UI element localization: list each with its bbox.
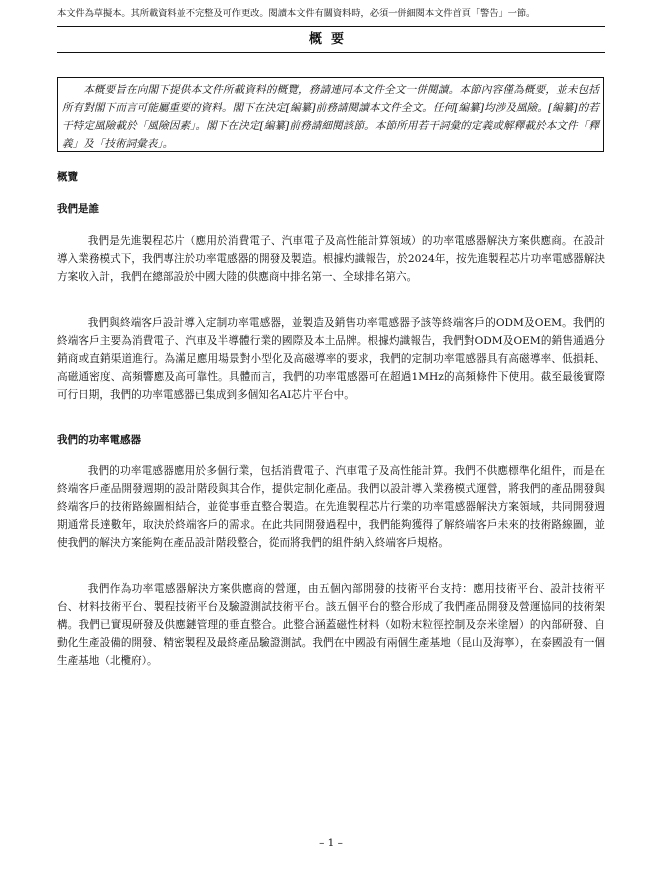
heading-who-we-are: 我們是誰	[57, 203, 99, 215]
paragraph-technology-platforms: 我們作為功率電感器解決方案供應商的營運，由五個內部開發的技術平台支持：應用技術平台、設計技術平台、材料技術平台、製程技術平台及驗證測試技術平台。該五個平台的整合形成了我們產品開發及營運協同的技術架構。我們已實現研發及供應鏈管理的垂直整合。此整合涵蓋磁性材料（如粉末粒徑控制及奈米塗層）的內部研發、自動化生產設備的開發、精密製程及最終產品驗證測試。我們在中國設有兩個生產基地（昆山及海寧），在泰國設有一個生產基地（北欖府）。	[57, 583, 605, 667]
header-rule-bottom	[57, 52, 605, 53]
paragraph-power-inductors: 我們的功率電感器應用於多個行業，包括消費電子、汽車電子及高性能計算。我們不供應標準化組件，而是在終端客戶產品開發週期的設計階段與其合作，提供定制化產品。我們以設計導入業務模式運營，將我們的產品開發與終端客戶的技術路線圖相結合，並從事垂直整合製造。在先進製程芯片行業的功率電感器解決方案領域，共同開發週期通常長達數年，取決於終端客戶的需求。在此共同開發過程中，我們能夠獲得了解終端客戶未來的技術路線圖，並使我們的解決方案能夠在產品設計階段整合，從而將我們的組件納入終端客戶規格。	[57, 465, 605, 549]
draft-disclaimer: 本文件為草擬本。其所載資料並不完整及可作更改。閱讀本文件有關資料時，必須一併細閱本文件首頁「警告」一節。	[57, 8, 536, 19]
heading-our-power-inductors: 我們的功率電感器	[57, 434, 141, 446]
summary-notice-text: 本概要旨在向閣下提供本文件所載資料的概覽，務請連同本文件全文一併閱讀。本節內容僅為概要，並未包括所有對閣下而言可能屬重要的資料。閣下在決定[編纂]前務請閱讀本文件全文。任何[編纂]均涉及風險。[編纂]的若干特定風險載於「風險因素」。閣下在決定[編纂]前務請細閱該節。本節所用若干詞彙的定義或解釋載於本文件「釋義」及「技術詞彙表」。	[62, 84, 599, 150]
heading-overview: 概覽	[57, 171, 78, 183]
summary-notice-box	[57, 77, 604, 152]
paragraph-customers: 我們與終端客戶設計導入定制功率電感器，並製造及銷售功率電感器予該等終端客戶的ODM及OEM。我們的終端客戶主要為消費電子、汽車及半導體行業的國際及本土品牌。根據灼識報告，我們對ODM及OEM的銷售通過分銷商或直銷渠道進行。為滿足應用場景對小型化及高磁導率的要求，我們的定制功率電感器具有高磁導率、低損耗、高磁通密度、高頻響應及高可靠性。具體而言，我們的功率電感器可在超過1MHz的高頻條件下使用。截至最後實際可行日期，我們的功率電感器已集成到多個知名AI芯片平台中。	[57, 317, 605, 401]
section-title: 概要	[308, 32, 353, 47]
header-rule-top	[57, 26, 605, 27]
paragraph-who-we-are: 我們是先進製程芯片（應用於消費電子、汽車電子及高性能計算領域）的功率電感器解決方案供應商。在設計導入業務模式下，我們專注於功率電感器的開發及製造。根據灼識報告，於2024年，按先進製程芯片功率電感器解決方案收入計，我們在總部設於中國大陸的供應商中排名第一、全球排名第六。	[57, 235, 605, 283]
page-number: – 1 –	[319, 837, 343, 849]
